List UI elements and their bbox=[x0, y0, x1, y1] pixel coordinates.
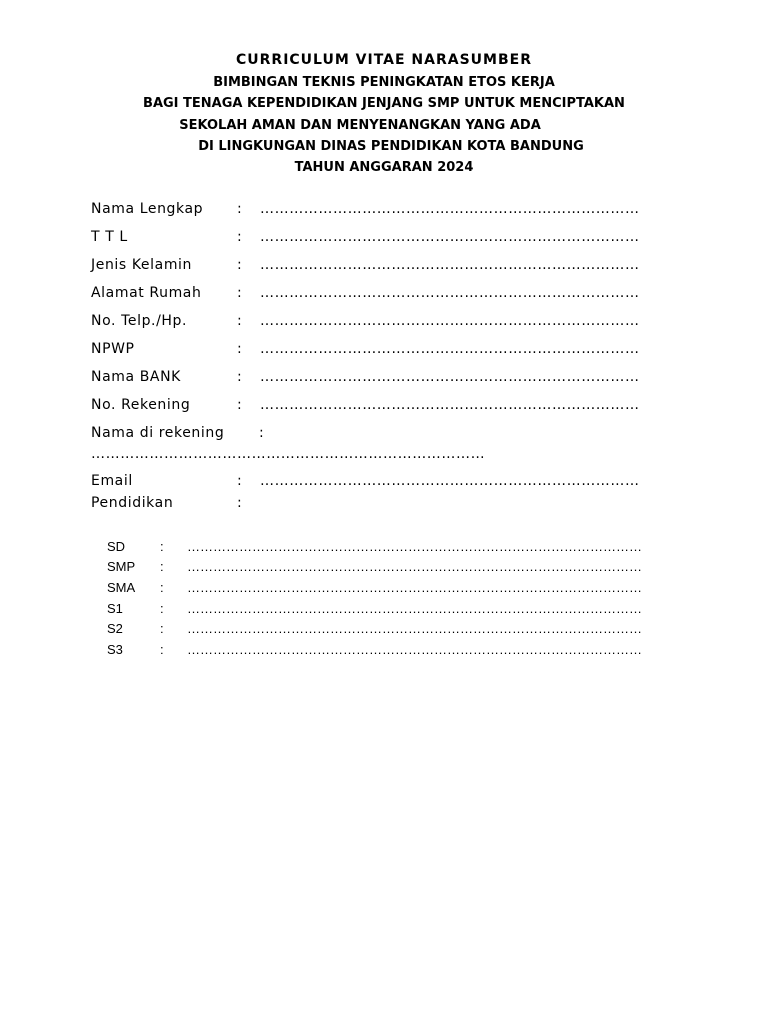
field-label: Pendidikan bbox=[91, 495, 174, 511]
field-colon: : bbox=[237, 397, 243, 413]
subtitle-line-4: DI LINGKUNGAN DINAS PENDIDIKAN KOTA BANDUNG bbox=[198, 139, 584, 154]
field-label: Nama di rekening bbox=[91, 425, 225, 441]
education-level-label: SD bbox=[107, 539, 126, 554]
education-colon: : bbox=[160, 621, 164, 636]
field-label: Email bbox=[91, 473, 133, 489]
field-label: T T L bbox=[91, 229, 128, 245]
education-fill-line: …………………………………………………………………………………………… bbox=[187, 559, 642, 574]
field-colon: : bbox=[237, 201, 243, 217]
field-fill-line: …………………………………………………………………… bbox=[260, 201, 640, 217]
field-colon: : bbox=[237, 285, 243, 301]
education-fill-line: …………………………………………………………………………………………… bbox=[187, 601, 642, 616]
education-colon: : bbox=[160, 580, 164, 595]
field-label: No. Telp./Hp. bbox=[91, 313, 188, 329]
field-fill-line: …………………………………………………………………… bbox=[260, 257, 640, 273]
field-label: No. Rekening bbox=[91, 397, 191, 413]
subtitle-line-2: BAGI TENAGA KEPENDIDIKAN JENJANG SMP UNTUK MENCIPTAKAN bbox=[143, 96, 625, 111]
subtitle-line-3: SEKOLAH AMAN DAN MENYENANGKAN YANG ADA bbox=[179, 118, 541, 133]
field-fill-line: …………………………………………………………………… bbox=[260, 229, 640, 245]
education-fill-line: …………………………………………………………………………………………… bbox=[187, 580, 642, 595]
education-colon: : bbox=[160, 539, 164, 554]
field-fill-line: …………………………………………………………………… bbox=[260, 473, 640, 489]
subtitle-line-5: TAHUN ANGGARAN 2024 bbox=[294, 160, 474, 175]
field-colon: : bbox=[237, 473, 243, 489]
education-level-label: S2 bbox=[107, 621, 123, 636]
education-colon: : bbox=[160, 559, 164, 574]
field-label: Nama Lengkap bbox=[91, 201, 204, 217]
education-colon: : bbox=[160, 601, 164, 616]
education-fill-line: …………………………………………………………………………………………… bbox=[187, 539, 642, 554]
field-label: NPWP bbox=[91, 341, 135, 357]
field-fill-line: …………………………………………………………………… bbox=[260, 341, 640, 357]
field-colon: : bbox=[237, 313, 243, 329]
education-level-label: S1 bbox=[107, 601, 123, 616]
education-level-label: SMA bbox=[107, 580, 136, 595]
education-colon: : bbox=[160, 642, 164, 657]
field-label: Jenis Kelamin bbox=[91, 257, 193, 273]
subtitle-line-1: BIMBINGAN TEKNIS PENINGKATAN ETOS KERJA bbox=[213, 75, 555, 90]
education-fill-line: …………………………………………………………………………………………… bbox=[187, 642, 642, 657]
field-fill-line: …………………………………………………………………… bbox=[260, 369, 640, 385]
field-colon: : bbox=[237, 341, 243, 357]
field-colon: : bbox=[237, 257, 243, 273]
education-level-label: SMP bbox=[107, 559, 136, 574]
field-colon: : bbox=[237, 229, 243, 245]
field-fill-line: …………………………………………………………………… bbox=[260, 285, 640, 301]
field-colon: : bbox=[259, 425, 265, 441]
field-colon: : bbox=[237, 495, 243, 511]
field-fill-line: ……………………………………………………………………… bbox=[91, 446, 486, 462]
education-fill-line: …………………………………………………………………………………………… bbox=[187, 621, 642, 636]
field-label: Alamat Rumah bbox=[91, 285, 202, 301]
education-level-label: S3 bbox=[107, 642, 123, 657]
field-colon: : bbox=[237, 369, 243, 385]
field-label: Nama BANK bbox=[91, 369, 181, 385]
field-fill-line: …………………………………………………………………… bbox=[260, 313, 640, 329]
field-fill-line: …………………………………………………………………… bbox=[260, 397, 640, 413]
document-title: CURRICULUM VITAE NARASUMBER bbox=[236, 52, 532, 68]
